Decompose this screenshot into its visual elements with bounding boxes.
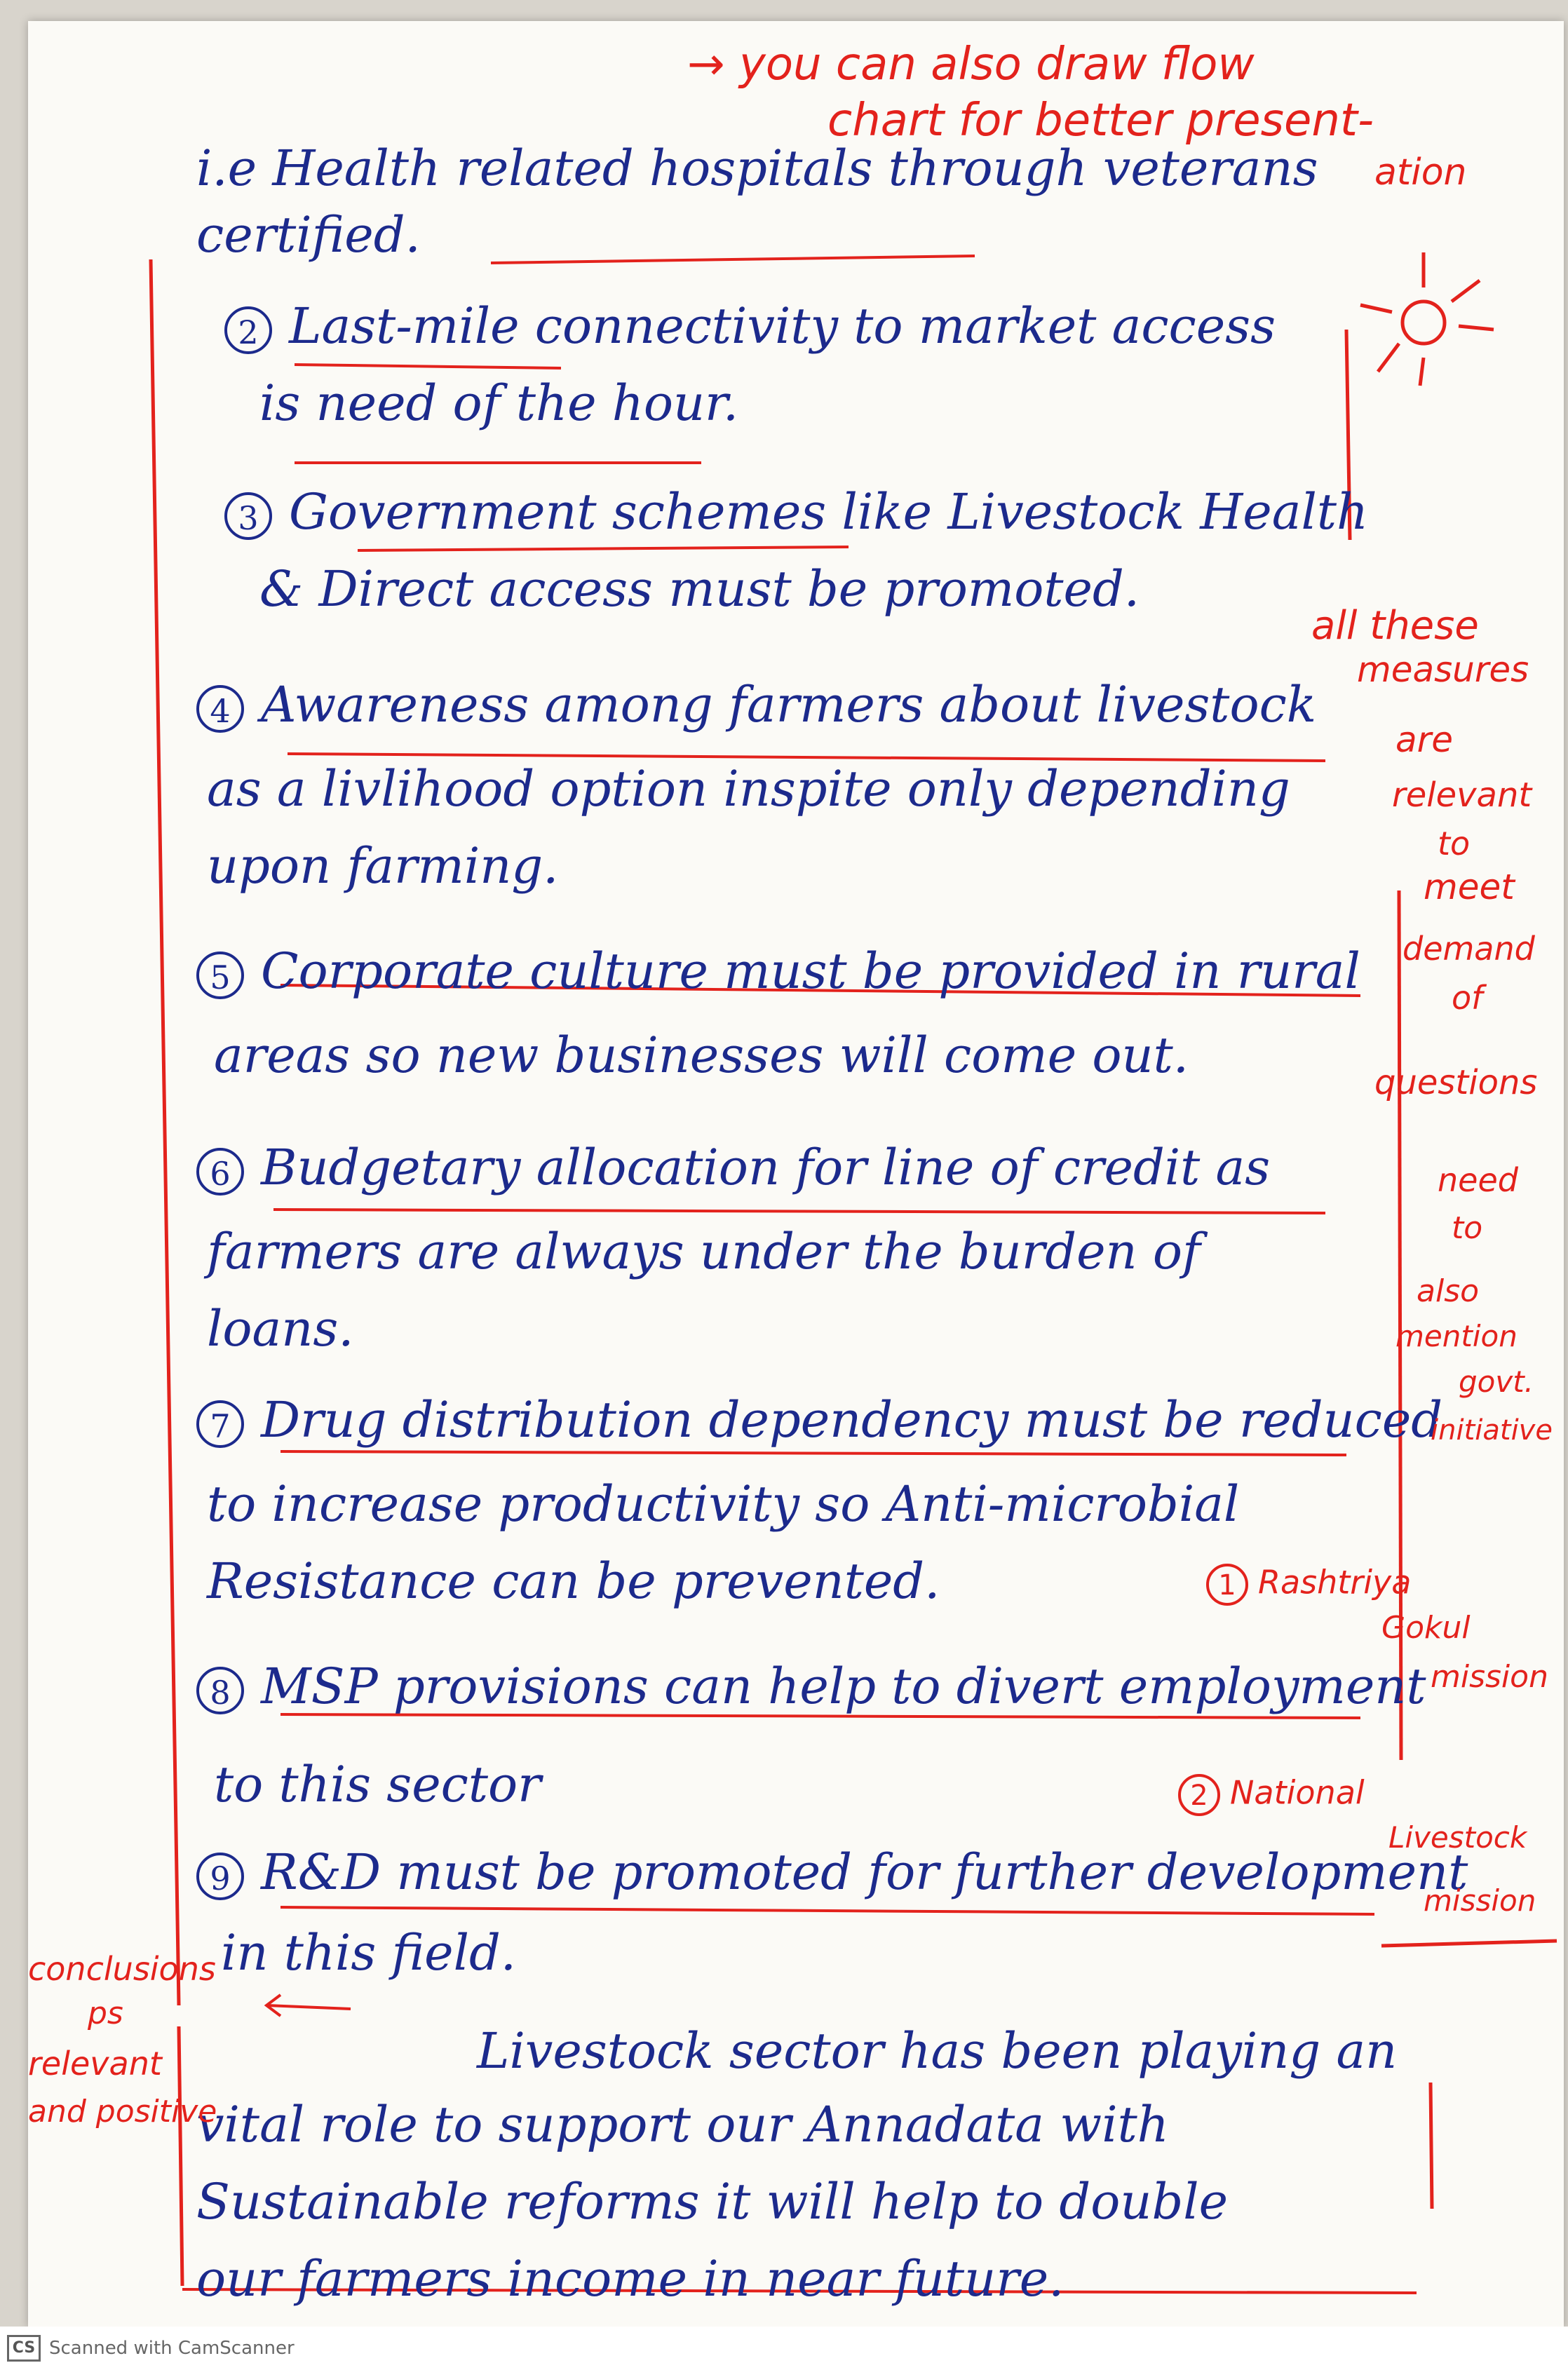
point-number: 4 bbox=[196, 685, 244, 733]
note-measures: measures bbox=[1357, 649, 1529, 690]
point-text: Government schemes like Livestock Health bbox=[289, 483, 1369, 541]
point-text: Last-mile connectivity to market access bbox=[289, 297, 1276, 355]
intro-line1: i.e Health related hospitals through veterans bbox=[196, 140, 1318, 197]
point-5 bbox=[196, 942, 1360, 1000]
note-scheme1 bbox=[1206, 1564, 1411, 1606]
scheme-number: 2 bbox=[1178, 1774, 1220, 1816]
point-3-line2: & Direct access must be promoted. bbox=[259, 560, 1140, 618]
note-relevant: relevant bbox=[1392, 776, 1532, 815]
point-5-line2: areas so new businesses will come out. bbox=[214, 1027, 1189, 1084]
note-relevant-left: relevant bbox=[28, 2045, 162, 2083]
note-initiative: initiative bbox=[1431, 1414, 1553, 1447]
note-govt: govt. bbox=[1459, 1365, 1534, 1399]
intro-line2: certified. bbox=[196, 206, 421, 264]
note-of: of bbox=[1452, 979, 1483, 1017]
margin-note-line3: ation bbox=[1374, 151, 1467, 194]
note-demand: demand bbox=[1403, 930, 1535, 968]
note-scheme2-line3: mission bbox=[1424, 1883, 1536, 1918]
note-scheme1-line2: Gokul bbox=[1381, 1610, 1471, 1646]
notebook-page bbox=[28, 21, 1564, 2328]
note-scheme1-line3: mission bbox=[1431, 1659, 1548, 1695]
point-3 bbox=[224, 483, 1369, 541]
note-need: need bbox=[1438, 1161, 1518, 1199]
point-7-line2: to increase productivity so Anti-microbial bbox=[207, 1475, 1240, 1533]
point-text: Corporate culture must be provided in rural bbox=[261, 942, 1360, 1000]
note-and-positive: and positive bbox=[28, 2094, 217, 2129]
point-number: 5 bbox=[196, 952, 244, 999]
point-2-line2: is need of the hour. bbox=[259, 374, 739, 432]
note-need-to: to bbox=[1452, 1210, 1483, 1246]
conclusion-line2: vital role to support our Annadata with bbox=[196, 2096, 1169, 2153]
point-number: 6 bbox=[196, 1148, 244, 1196]
scanner-footer bbox=[0, 2327, 1568, 2370]
point-6-line3: loans. bbox=[207, 1300, 354, 1357]
note-also: also bbox=[1417, 1273, 1480, 1309]
point-text: R&D must be promoted for further development bbox=[261, 1843, 1468, 1901]
point-7-line3: Resistance can be prevented. bbox=[207, 1552, 940, 1610]
camscanner-logo: CS bbox=[7, 2335, 41, 2362]
note-all-these: all these bbox=[1311, 603, 1479, 649]
point-4-line3: upon farming. bbox=[207, 837, 559, 895]
note-mention: mention bbox=[1395, 1319, 1518, 1353]
note-scheme2-line2: Livestock bbox=[1388, 1820, 1527, 1855]
note-meet: meet bbox=[1424, 867, 1515, 907]
point-8-line2: to this sector bbox=[214, 1756, 541, 1813]
point-4-line2: as a livlihood option inspite only depending bbox=[207, 760, 1290, 818]
point-6-line2: farmers are always under the burden of bbox=[207, 1223, 1201, 1280]
margin-note-line2: chart for better present- bbox=[827, 95, 1374, 147]
point-4 bbox=[196, 676, 1317, 733]
point-9-line2: in this field. bbox=[221, 1924, 517, 1982]
note-to: to bbox=[1438, 825, 1471, 862]
point-number: 2 bbox=[224, 306, 272, 354]
note-scheme2 bbox=[1178, 1774, 1365, 1816]
note-are: are bbox=[1395, 719, 1453, 760]
scheme-name: National bbox=[1230, 1773, 1365, 1812]
point-6 bbox=[196, 1139, 1271, 1196]
margin-note-line1: → you can also draw flow bbox=[687, 39, 1255, 90]
note-conclusions: conclusions bbox=[28, 1950, 216, 1988]
note-ps: ps bbox=[88, 1996, 123, 2031]
point-number: 3 bbox=[224, 492, 272, 540]
point-text: Drug distribution dependency must be reduced bbox=[261, 1391, 1443, 1449]
point-8 bbox=[196, 1658, 1426, 1715]
point-9 bbox=[196, 1843, 1468, 1901]
point-text: MSP provisions can help to divert employment bbox=[261, 1658, 1426, 1715]
conclusion-line1: Livestock sector has been playing an bbox=[477, 2022, 1398, 2080]
conclusion-line4: our farmers income in near future. bbox=[196, 2250, 1065, 2308]
camscanner-text: Scanned with CamScanner bbox=[49, 2338, 295, 2359]
point-number: 8 bbox=[196, 1667, 244, 1714]
point-2 bbox=[224, 297, 1276, 355]
point-7 bbox=[196, 1391, 1443, 1449]
point-number: 9 bbox=[196, 1853, 244, 1900]
point-text: Awareness among farmers about livestock bbox=[261, 676, 1317, 733]
note-questions: questions bbox=[1374, 1063, 1538, 1102]
point-text: Budgetary allocation for line of credit as bbox=[261, 1139, 1271, 1196]
scheme-name: Rashtriya bbox=[1258, 1563, 1412, 1602]
scheme-number: 1 bbox=[1206, 1564, 1248, 1606]
conclusion-line3: Sustainable reforms it will help to double bbox=[196, 2173, 1229, 2230]
point-number: 7 bbox=[196, 1400, 244, 1448]
